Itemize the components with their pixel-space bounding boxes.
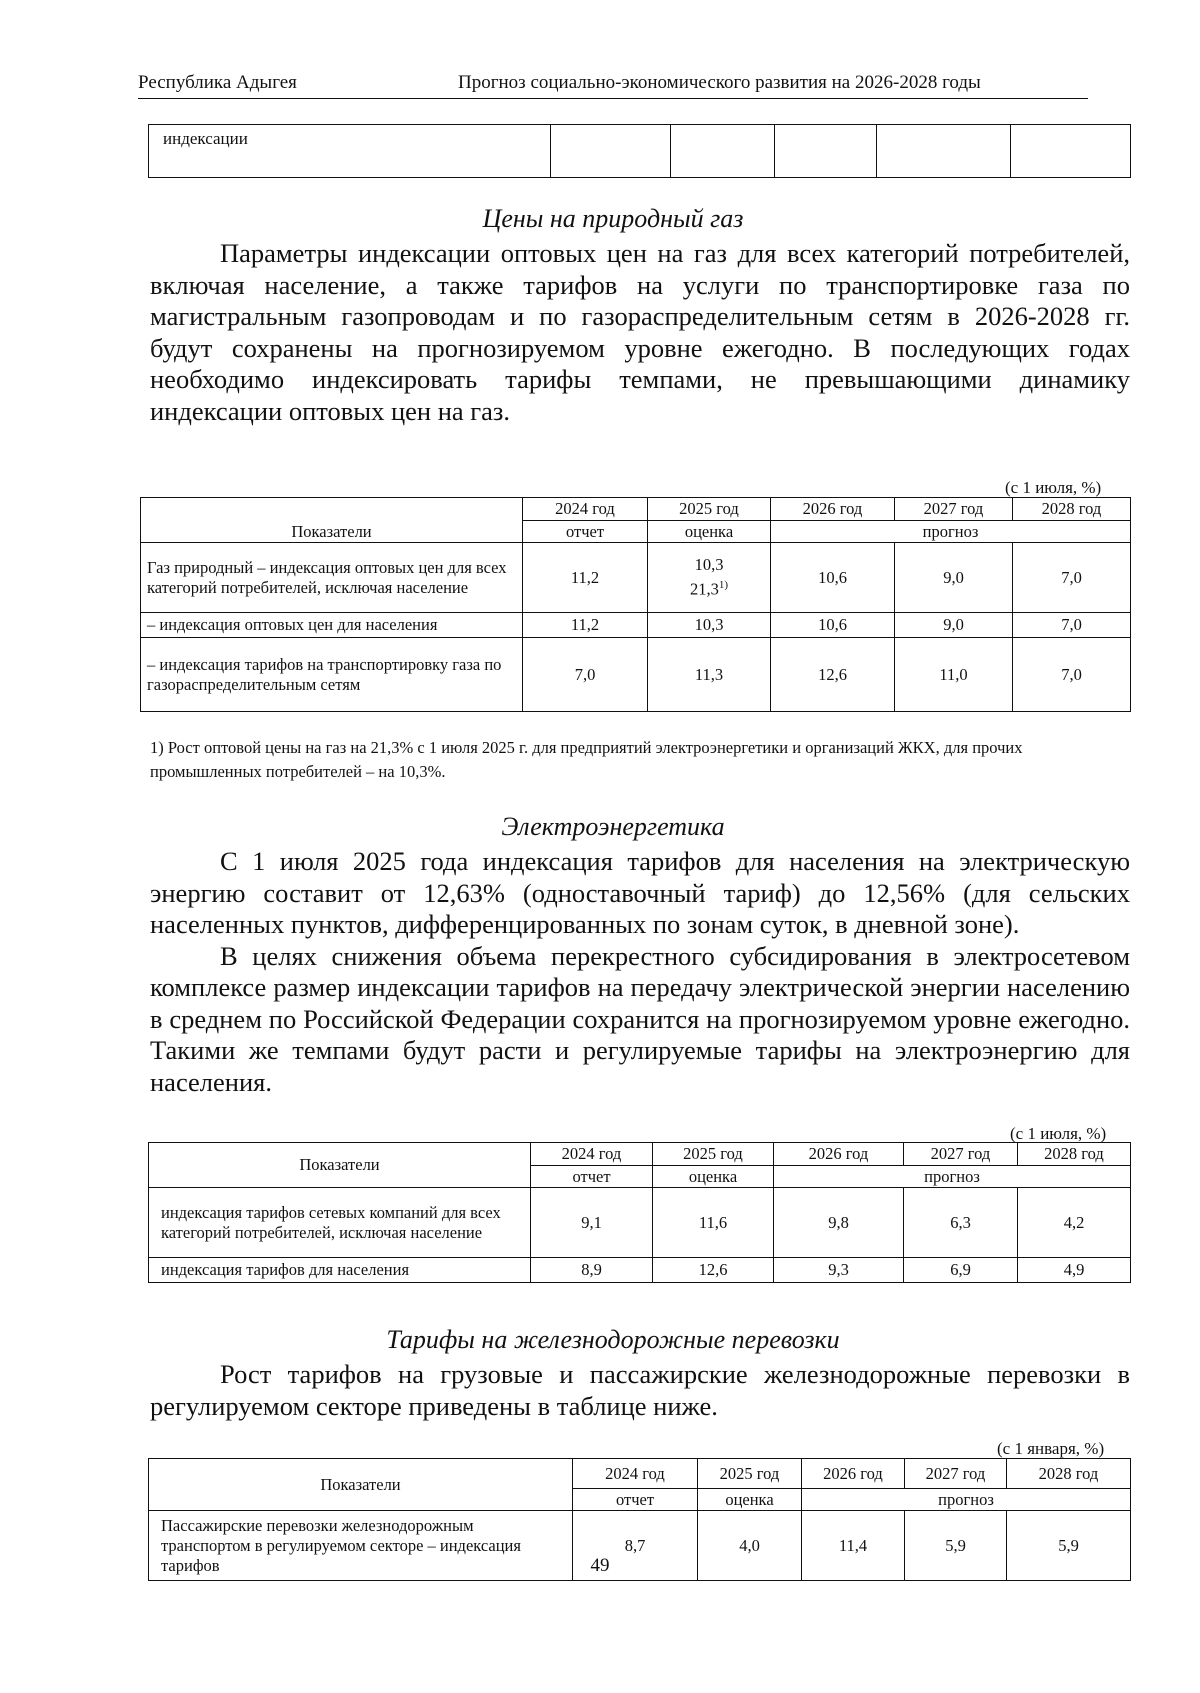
railway-status-estimate: оценка bbox=[698, 1489, 802, 1511]
gas-row-value: 11,3 bbox=[648, 638, 771, 712]
gas-value-2025-b-wrap bbox=[654, 575, 764, 600]
railway-paragraph-text: Рост тарифов на грузовые и пассажирские железнодорожные перевозки в регулируемом секторе приведены в таблице ниже. bbox=[150, 1359, 1130, 1421]
railway-year-2024: 2024 год bbox=[573, 1459, 698, 1489]
gas-status-estimate: оценка bbox=[648, 521, 771, 543]
top-table-cell bbox=[551, 125, 671, 178]
railway-row-label: Пассажирские перевозки железнодорожным транспортом в регулируемом секторе – индексация тарифов bbox=[149, 1511, 573, 1581]
railway-status-forecast: прогноз bbox=[802, 1489, 1131, 1511]
electricity-row-value: 4,2 bbox=[1018, 1188, 1131, 1258]
electricity-row-value: 12,6 bbox=[653, 1258, 774, 1283]
page-number: 49 bbox=[590, 1555, 610, 1576]
gas-row-label: – индексация тарифов на транспортировку газа по газораспределительным сетям bbox=[141, 638, 523, 712]
railway-status-report: отчет bbox=[573, 1489, 698, 1511]
electricity-paragraphs bbox=[150, 846, 1130, 1098]
electricity-year-2024: 2024 год bbox=[531, 1143, 653, 1166]
railway-row-value: 4,0 bbox=[698, 1511, 802, 1581]
page-header bbox=[138, 70, 1088, 99]
electricity-year-2025: 2025 год bbox=[653, 1143, 774, 1166]
railway-row-value: 8,7 bbox=[573, 1511, 698, 1581]
railway-section-title: Тарифы на железнодорожные перевозки bbox=[386, 1325, 840, 1354]
gas-year-2026: 2026 год bbox=[771, 498, 895, 521]
gas-footnote-marker: 1) bbox=[718, 579, 729, 592]
electricity-table-unit: (с 1 июля, %) bbox=[1010, 1124, 1107, 1143]
gas-footnote: 1) Рост оптовой цены на газ на 21,3% с 1 июля 2025 г. для предприятий электроэнергетики и организаций ЖКХ, для прочих промышленных потребителей – на 10,3%. bbox=[150, 738, 1023, 781]
gas-year-2028: 2028 год bbox=[1013, 498, 1131, 521]
electricity-paragraph-2: В целях снижения объема перекрестного субсидирования в электросетевом комплексе размер индексации тарифов на передачу электрической энергии населению в среднем по Российской Федерации сохранится на прогнозируемом уровне ежегодно. Такими же темпами будут расти и регулируемые тарифы на электроэнергию для населения. bbox=[150, 940, 1130, 1097]
electricity-row-label: индексация тарифов для населения bbox=[149, 1258, 531, 1283]
gas-row-value: 7,0 bbox=[523, 638, 648, 712]
gas-row-value: 7,0 bbox=[1013, 543, 1131, 613]
electricity-status-report: отчет bbox=[531, 1166, 653, 1188]
electricity-year-2027: 2027 год bbox=[904, 1143, 1018, 1166]
gas-row-label: – индексация оптовых цен для населения bbox=[141, 613, 523, 638]
electricity-year-2026: 2026 год bbox=[774, 1143, 904, 1166]
gas-year-2025: 2025 год bbox=[648, 498, 771, 521]
top-table-cell bbox=[775, 125, 877, 178]
gas-row-value: 11,2 bbox=[523, 613, 648, 638]
gas-row-value: 11,2 bbox=[523, 543, 648, 613]
electricity-paragraph-1: С 1 июля 2025 года индексация тарифов для населения на электрическую энергию составит от 12,63% (одноставочный тариф) до 12,56% (для сельских населенных пунктов, дифференцированных по зонам суток, в дневной зоне). bbox=[150, 846, 1130, 939]
railway-year-2027: 2027 год bbox=[905, 1459, 1007, 1489]
top-table-cell bbox=[1011, 125, 1131, 178]
railway-paragraph bbox=[150, 1359, 1130, 1422]
table-row bbox=[141, 638, 1131, 712]
electricity-row-value: 11,6 bbox=[653, 1188, 774, 1258]
railway-year-2025: 2025 год bbox=[698, 1459, 802, 1489]
gas-row-value: 10,6 bbox=[771, 543, 895, 613]
gas-row-value-2025 bbox=[648, 543, 771, 613]
gas-row-value: 12,6 bbox=[771, 638, 895, 712]
electricity-header-indicators: Показатели bbox=[149, 1143, 531, 1188]
table-row bbox=[141, 543, 1131, 613]
gas-value-2025-a: 10,3 bbox=[694, 555, 724, 575]
electricity-table bbox=[148, 1142, 1131, 1283]
gas-row-value: 11,0 bbox=[895, 638, 1013, 712]
gas-row-value: 10,6 bbox=[771, 613, 895, 638]
electricity-status-estimate: оценка bbox=[653, 1166, 774, 1188]
table-row bbox=[149, 1188, 1131, 1258]
gas-row-value: 9,0 bbox=[895, 613, 1013, 638]
table-row bbox=[141, 613, 1131, 638]
top-table-fragment bbox=[148, 124, 1131, 178]
electricity-row-value: 4,9 bbox=[1018, 1258, 1131, 1283]
table-row bbox=[149, 1258, 1131, 1283]
gas-status-report: отчет bbox=[523, 521, 648, 543]
electricity-row-value: 6,9 bbox=[904, 1258, 1018, 1283]
gas-year-2024: 2024 год bbox=[523, 498, 648, 521]
gas-row-value: 10,3 bbox=[648, 613, 771, 638]
railway-row-value: 11,4 bbox=[802, 1511, 905, 1581]
electricity-row-value: 8,9 bbox=[531, 1258, 653, 1283]
electricity-row-value: 9,8 bbox=[774, 1188, 904, 1258]
electricity-row-value: 9,1 bbox=[531, 1188, 653, 1258]
railway-year-2026: 2026 год bbox=[802, 1459, 905, 1489]
gas-header-indicators: Показатели bbox=[141, 498, 523, 543]
electricity-row-value: 9,3 bbox=[774, 1258, 904, 1283]
gas-paragraph-text: Параметры индексации оптовых цен на газ для всех категорий потребителей, включая население, а также тарифов на услуги по транспортировке газа по магистральным газопроводам и по газораспределительным сетям в 2026-2028 гг. будут сохранены на прогнозируемом уровне ежегодно. В последующих годах необходимо индексировать тарифы темпами, не превышающими динамику индексации оптовых цен на газ. bbox=[150, 238, 1130, 426]
railway-header-indicators: Показатели bbox=[149, 1459, 573, 1511]
electricity-row-label: индексация тарифов сетевых компаний для всех категорий потребителей, исключая население bbox=[149, 1188, 531, 1258]
header-title: Прогноз социально-экономического развития на 2026-2028 годы bbox=[458, 72, 981, 93]
gas-value-2025-b: 21,3 bbox=[689, 579, 719, 599]
gas-year-2027: 2027 год bbox=[895, 498, 1013, 521]
railway-row-value: 5,9 bbox=[905, 1511, 1007, 1581]
gas-table bbox=[140, 497, 1131, 712]
electricity-section-title: Электроэнергетика bbox=[501, 812, 725, 841]
top-table-cell bbox=[877, 125, 1011, 178]
gas-row-value: 7,0 bbox=[1013, 613, 1131, 638]
gas-paragraph bbox=[150, 238, 1130, 427]
header-region: Республика Адыгея bbox=[138, 72, 297, 93]
electricity-year-2028: 2028 год bbox=[1018, 1143, 1131, 1166]
electricity-status-forecast: прогноз bbox=[774, 1166, 1131, 1188]
gas-table-unit: (с 1 июля, %) bbox=[1005, 478, 1102, 497]
gas-section-title: Цены на природный газ bbox=[482, 204, 744, 233]
electricity-row-value: 6,3 bbox=[904, 1188, 1018, 1258]
gas-row-value: 7,0 bbox=[1013, 638, 1131, 712]
top-table-cell bbox=[671, 125, 775, 178]
gas-row-label: Газ природный – индексация оптовых цен для всех категорий потребителей, исключая население bbox=[141, 543, 523, 613]
gas-row-value: 9,0 bbox=[895, 543, 1013, 613]
gas-status-forecast: прогноз bbox=[771, 521, 1131, 543]
railway-table-unit: (с 1 января, %) bbox=[997, 1439, 1105, 1458]
railway-year-2028: 2028 год bbox=[1007, 1459, 1131, 1489]
top-table-label: индексации bbox=[149, 125, 551, 178]
railway-row-value: 5,9 bbox=[1007, 1511, 1131, 1581]
